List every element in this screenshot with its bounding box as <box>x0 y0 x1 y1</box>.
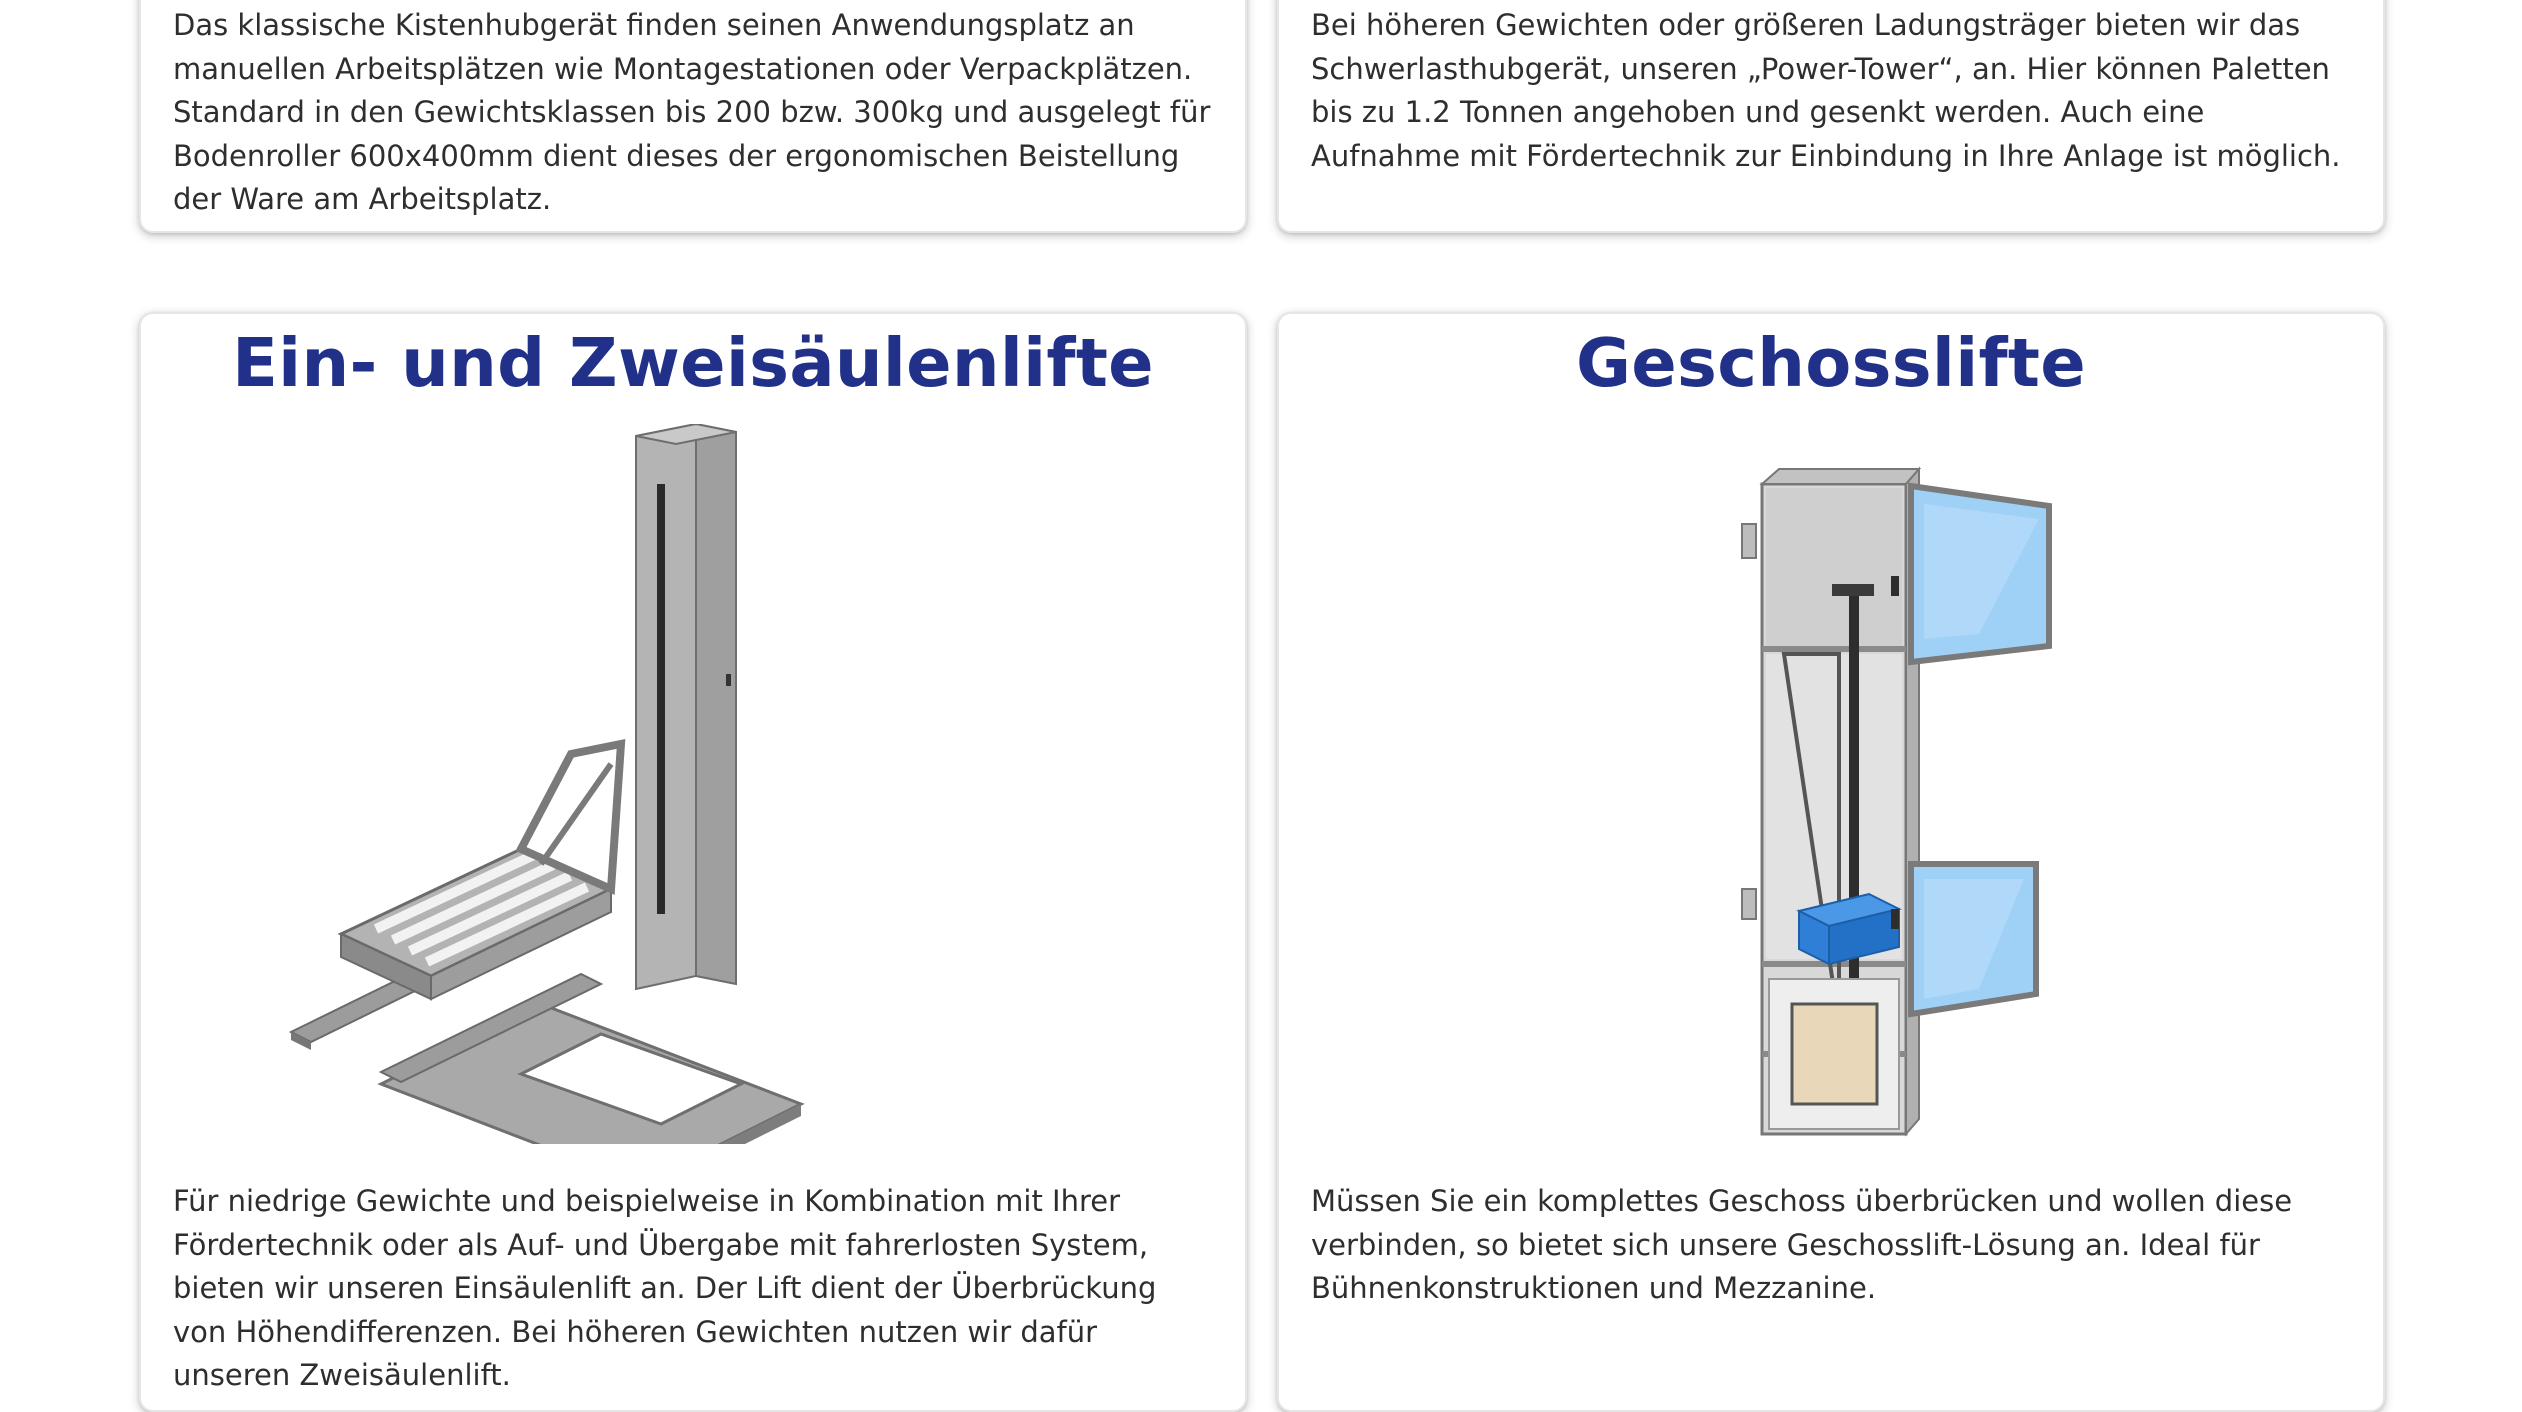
lift-control-panel <box>1769 979 1899 1129</box>
product-card-saeulenlifte <box>139 312 1247 1412</box>
card-description: Bei höheren Gewichten oder größeren Ladungsträger bieten wir das Schwerlasthubgerät, unseren „Power-Tower“, an. Hier können Paletten bis zu 1.2 Tonnen angehoben und gesenkt werden. Auch eine Aufnahme mit Fördertechnik zur Einbindung in Ihre Anlage ist möglich. <box>1311 8 2341 173</box>
floor-lift-image[interactable] <box>1279 424 2385 1144</box>
card-description: Für niedrige Gewichte und beispielweise in Kombination mit Ihrer Fördertechnik oder als Auf- und Übergabe mit fahrerlosten System, bieten wir unseren Einsäulenlift an. Der Lift dient der Überbrückung von Höhendifferenzen. Bei höheren Gewichten nutzen wir dafür unseren Zweisäulenlift. <box>173 1184 1157 1392</box>
column-lift-image[interactable] <box>141 424 1247 1144</box>
lift-base-plate <box>381 1004 801 1144</box>
lift-carriage <box>341 744 621 999</box>
card-description: Das klassische Kistenhubgerät finden seinen Anwendungsplatz an manuellen Arbeitsplätzen wie Montagestationen oder Verpackplätzen. Standard in den Gewichtsklassen bis 200 bzw. 300kg und ausgelegt für Bodenroller 600x400mm dient dieses der ergonomischen Beistellung der Ware am Arbeitsplatz. <box>173 8 1211 216</box>
product-card-kistenhub <box>139 0 1247 233</box>
card-title[interactable]: Ein- und Zweisäulenlifte <box>232 324 1154 402</box>
product-card-geschosslifte <box>1277 312 2385 1412</box>
product-card-schwerlast <box>1277 0 2385 233</box>
card-description: Müssen Sie ein komplettes Geschoss überbrücken und wollen diese verbinden, so bietet sich unsere Geschosslift-Lösung an. Ideal für Bühnenkonstruktionen und Mezzanine. <box>1311 1184 2293 1305</box>
card-title[interactable]: Geschosslifte <box>1576 324 2086 402</box>
lift-column <box>636 424 736 989</box>
